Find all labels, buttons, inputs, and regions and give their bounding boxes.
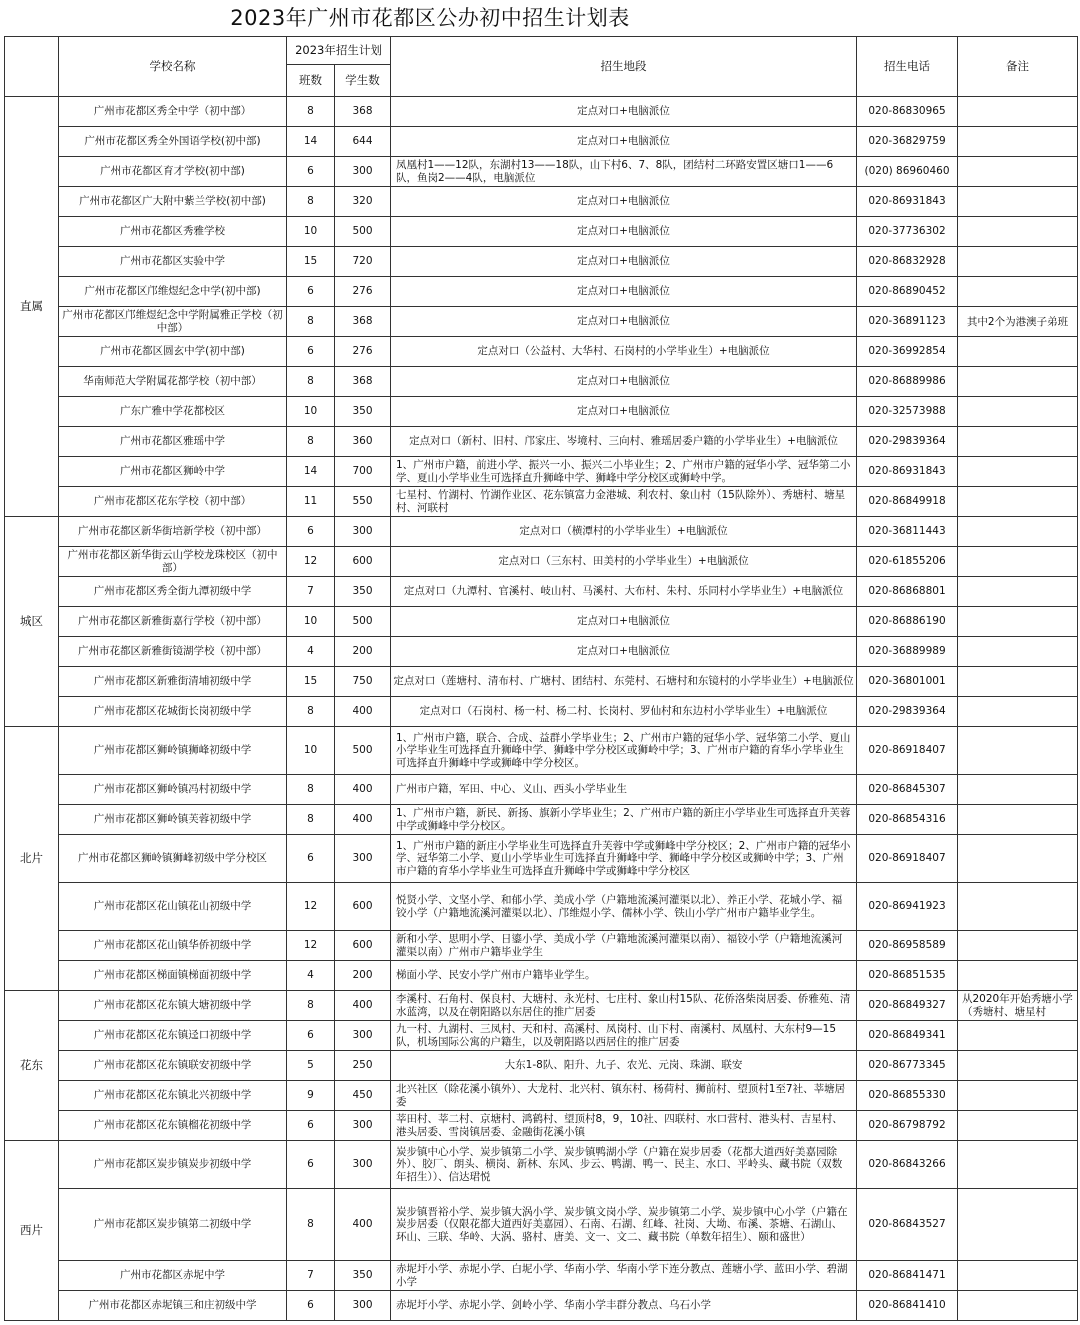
school-name-cell: 广州市花都区秀全街九潭初级中学 <box>59 577 287 607</box>
table-row <box>5 97 1078 127</box>
header-region <box>5 37 59 97</box>
enrollment-area-cell: 1、广州市户籍，联合、合成、益群小学毕业生；2、广州市户籍的冠华小学、冠华第二小学、夏山小学毕业生可选择直升狮峰中学、狮峰中学分校区或狮岭中学；3、广州市户籍的育华小学毕业生可选择直升狮峰中学或狮峰中学分校区。 <box>391 727 857 775</box>
remark-cell <box>958 187 1078 217</box>
phone-cell: 020-86931843 <box>857 457 958 487</box>
enrollment-area-cell: 定点对口（九潭村、官溪村、岐山村、马溪村、大布村、朱村、乐同村小学毕业生）+电脑派位 <box>391 577 857 607</box>
enrollment-area-cell: 定点对口+电脑派位 <box>391 217 857 247</box>
school-name-cell: 广州市花都区狮岭镇狮峰初级中学 <box>59 727 287 775</box>
class-count-cell: 4 <box>287 961 335 991</box>
remark-cell <box>958 247 1078 277</box>
remark-cell <box>958 1141 1078 1189</box>
phone-cell: 020-86886190 <box>857 607 958 637</box>
student-count-cell: 644 <box>335 127 391 157</box>
enrollment-area-cell: 新和小学、思明小学、日鎏小学、美成小学（户籍地流溪河灌渠以南）、福铰小学（户籍地流溪河灌渠以南）广州市户籍毕业学生 <box>391 931 857 961</box>
table-row <box>5 637 1078 667</box>
remark-cell <box>958 805 1078 835</box>
phone-cell: 020-86889986 <box>857 367 958 397</box>
enrollment-area-cell: 定点对口+电脑派位 <box>391 187 857 217</box>
student-count-cell: 350 <box>335 397 391 427</box>
class-count-cell: 5 <box>287 1051 335 1081</box>
table-row <box>5 127 1078 157</box>
header-plan: 2023年招生计划 <box>287 37 391 65</box>
enrollment-area-cell: 定点对口+电脑派位 <box>391 127 857 157</box>
region-cell: 花东 <box>5 991 59 1141</box>
enrollment-area-cell: 1、广州市户籍，前进小学、振兴一小、振兴二小毕业生；2、广州市户籍的冠华小学、冠华第二小学、夏山小学毕业生可选择直升狮峰中学、狮峰中学分校区或狮岭中学。 <box>391 457 857 487</box>
student-count-cell: 500 <box>335 607 391 637</box>
enrollment-area-cell: 广州市户籍，军田、中心、义山、西头小学毕业生 <box>391 775 857 805</box>
student-count-cell: 200 <box>335 637 391 667</box>
enrollment-area-cell: 定点对口（横潭村的小学毕业生）+电脑派位 <box>391 517 857 547</box>
school-name-cell: 广州市花都区花山镇华侨初级中学 <box>59 931 287 961</box>
class-count-cell: 6 <box>287 1021 335 1051</box>
phone-cell: 020-36801001 <box>857 667 958 697</box>
remark-cell <box>958 883 1078 931</box>
enrollment-area-cell: 炭步镇中心小学、炭步镇第二小学、炭步镇鸭湖小学（户籍在炭步居委（花都大道西好美嘉园除外）、胶厂、朗头、横岗、新林、东风、步云、鸭湖、鸭一、民主、水口、平岭头、藏书院（双数年招生））、信达珺悦 <box>391 1141 857 1189</box>
school-name-cell: 广州市花都区花东镇联安初级中学 <box>59 1051 287 1081</box>
school-name-cell: 广州市花都区花山镇花山初级中学 <box>59 883 287 931</box>
table-row <box>5 517 1078 547</box>
remark-cell <box>958 637 1078 667</box>
phone-cell: 020-86854316 <box>857 805 958 835</box>
header-row <box>5 37 1078 65</box>
class-count-cell: 10 <box>287 397 335 427</box>
student-count-cell: 600 <box>335 883 391 931</box>
enrollment-area-cell: 悦贤小学、文坚小学、和郁小学、美成小学（户籍地流溪河灌渠以北）、养正小学、花城小学、福铰小学（户籍地流溪河灌渠以北）、邝维煜小学、儒林小学、铁山小学广州市户籍毕业学生。 <box>391 883 857 931</box>
phone-cell: 020-86849341 <box>857 1021 958 1051</box>
remark-cell <box>958 97 1078 127</box>
school-name-cell: 广州市花都区炭步镇炭步初级中学 <box>59 1141 287 1189</box>
enrollment-area-cell: 九一村、九湖村、三凤村、天和村、高溪村、凤岗村、山下村、南溪村、凤凰村、大东村9—15队，机场国际公寓的户籍生，以及朝阳路以西居住的推广居委 <box>391 1021 857 1051</box>
phone-cell: 020-61855206 <box>857 547 958 577</box>
table-row <box>5 457 1078 487</box>
remark-cell <box>958 961 1078 991</box>
phone-cell: 020-86868801 <box>857 577 958 607</box>
table-row <box>5 727 1078 775</box>
enrollment-area-cell: 定点对口（公益村、大华村、石岗村的小学毕业生）+电脑派位 <box>391 337 857 367</box>
remark-cell <box>958 277 1078 307</box>
header-students: 学生数 <box>335 65 391 97</box>
student-count-cell: 300 <box>335 1021 391 1051</box>
remark-cell: 其中2个为港澳子弟班 <box>958 307 1078 337</box>
table-row <box>5 337 1078 367</box>
class-count-cell: 4 <box>287 637 335 667</box>
phone-cell: 020-86832928 <box>857 247 958 277</box>
school-name-cell: 广州市花都区新华街培新学校（初中部） <box>59 517 287 547</box>
student-count-cell: 700 <box>335 457 391 487</box>
school-name-cell: 广州市花都区邝维煜纪念中学(初中部) <box>59 277 287 307</box>
table-row <box>5 547 1078 577</box>
phone-cell: 020-36891123 <box>857 307 958 337</box>
student-count-cell: 720 <box>335 247 391 277</box>
enrollment-area-cell: 莘田村、莘二村、京塘村、鸿鹤村、望顶村8，9，10社、四联村、水口营村、港头村、吉星村、港头居委、雪岗镇居委、金融街花溪小镇 <box>391 1111 857 1141</box>
table-row <box>5 577 1078 607</box>
enrollment-area-cell: 定点对口+电脑派位 <box>391 397 857 427</box>
class-count-cell: 6 <box>287 337 335 367</box>
student-count-cell: 400 <box>335 805 391 835</box>
remark-cell <box>958 517 1078 547</box>
school-name-cell: 广州市花都区狮岭镇芙蓉初级中学 <box>59 805 287 835</box>
class-count-cell: 10 <box>287 607 335 637</box>
class-count-cell: 10 <box>287 727 335 775</box>
phone-cell: 020-29839364 <box>857 697 958 727</box>
school-name-cell: 广东广雅中学花都校区 <box>59 397 287 427</box>
class-count-cell: 8 <box>287 697 335 727</box>
school-name-cell: 广州市花都区狮岭中学 <box>59 457 287 487</box>
table-row <box>5 805 1078 835</box>
remark-cell <box>958 157 1078 187</box>
class-count-cell: 6 <box>287 517 335 547</box>
remark-cell <box>958 217 1078 247</box>
class-count-cell: 8 <box>287 97 335 127</box>
remark-cell <box>958 1051 1078 1081</box>
phone-cell: 020-86849918 <box>857 487 958 517</box>
region-cell: 城区 <box>5 517 59 727</box>
class-count-cell: 6 <box>287 1141 335 1189</box>
phone-cell: 020-86941923 <box>857 883 958 931</box>
phone-cell: 020-86958589 <box>857 931 958 961</box>
enrollment-area-cell: 赤坭圩小学、赤坭小学、剑岭小学、华南小学丰群分教点、乌石小学 <box>391 1291 857 1321</box>
school-name-cell: 广州市花都区花东镇迳口初级中学 <box>59 1021 287 1051</box>
header-school: 学校名称 <box>59 37 287 97</box>
region-cell: 西片 <box>5 1141 59 1321</box>
class-count-cell: 10 <box>287 217 335 247</box>
enrollment-area-cell: 定点对口+电脑派位 <box>391 367 857 397</box>
table-row <box>5 667 1078 697</box>
school-name-cell: 广州市花都区新雅街嘉行学校（初中部） <box>59 607 287 637</box>
school-name-cell: 广州市花都区邝维煜纪念中学附属雅正学校（初中部） <box>59 307 287 337</box>
enrollment-area-cell: 李溪村、石角村、保良村、大塘村、永光村、七庄村、象山村15队、花侨洛柴岗居委、侨雅苑、清水蓝湾，以及在朝阳路以东居住的推广居委 <box>391 991 857 1021</box>
student-count-cell: 276 <box>335 277 391 307</box>
table-row <box>5 1189 1078 1261</box>
class-count-cell: 8 <box>287 367 335 397</box>
table-row <box>5 157 1078 187</box>
table-row <box>5 961 1078 991</box>
remark-cell <box>958 1189 1078 1261</box>
student-count-cell: 600 <box>335 547 391 577</box>
remark-cell <box>958 1021 1078 1051</box>
student-count-cell: 250 <box>335 1051 391 1081</box>
phone-cell: 020-86918407 <box>857 835 958 883</box>
class-count-cell: 15 <box>287 667 335 697</box>
student-count-cell: 320 <box>335 187 391 217</box>
phone-cell: 020-86851535 <box>857 961 958 991</box>
enrollment-area-cell: 定点对口+电脑派位 <box>391 277 857 307</box>
student-count-cell: 360 <box>335 427 391 457</box>
class-count-cell: 12 <box>287 547 335 577</box>
table-row <box>5 487 1078 517</box>
class-count-cell: 8 <box>287 1189 335 1261</box>
remark-cell <box>958 127 1078 157</box>
enrollment-area-cell: 北兴社区（除花溪小镇外）、大龙村、北兴村、镇东村、杨荷村、狮前村、望顶村1至7社、莘塘居委 <box>391 1081 857 1111</box>
enrollment-area-cell: 定点对口+电脑派位 <box>391 307 857 337</box>
remark-cell <box>958 367 1078 397</box>
remark-cell <box>958 577 1078 607</box>
class-count-cell: 7 <box>287 1261 335 1291</box>
class-count-cell: 8 <box>287 187 335 217</box>
enrollment-area-cell: 定点对口+电脑派位 <box>391 637 857 667</box>
table-row <box>5 697 1078 727</box>
class-count-cell: 6 <box>287 1291 335 1321</box>
school-name-cell: 广州市花都区秀全外国语学校(初中部) <box>59 127 287 157</box>
phone-cell: 020-86841410 <box>857 1291 958 1321</box>
remark-cell <box>958 337 1078 367</box>
school-name-cell: 广州市花都区雅瑶中学 <box>59 427 287 457</box>
region-cell: 北片 <box>5 727 59 991</box>
table-row <box>5 775 1078 805</box>
phone-cell: 020-86830965 <box>857 97 958 127</box>
enrollment-area-cell: 1、广州市户籍的新庄小学毕业生可选择直升芙蓉中学或狮峰中学分校区；2、广州市户籍的冠华小学、冠华第二小学、夏山小学毕业生可选择直升狮峰中学、狮峰中学分校区或狮岭中学；3、广州市户籍的育华小学毕业生可选择直升狮峰中学或狮峰中学分校区 <box>391 835 857 883</box>
header-phone: 招生电话 <box>857 37 958 97</box>
table-row <box>5 427 1078 457</box>
class-count-cell: 12 <box>287 931 335 961</box>
school-name-cell: 广州市花都区花城街长岗初级中学 <box>59 697 287 727</box>
enrollment-area-cell: 定点对口（三东村、田美村的小学毕业生）+电脑派位 <box>391 547 857 577</box>
remark-cell <box>958 487 1078 517</box>
school-name-cell: 广州市花都区实验中学 <box>59 247 287 277</box>
school-name-cell: 广州市花都区狮岭镇狮峰初级中学分校区 <box>59 835 287 883</box>
student-count-cell: 276 <box>335 337 391 367</box>
school-name-cell: 广州市花都区广大附中紫兰学校(初中部) <box>59 187 287 217</box>
enrollment-area-cell: 定点对口（新村、旧村、邝家庄、岑境村、三向村、雅瑶居委户籍的小学毕业生）+电脑派位 <box>391 427 857 457</box>
school-name-cell: 广州市花都区育才学校(初中部) <box>59 157 287 187</box>
remark-cell <box>958 1081 1078 1111</box>
remark-cell <box>958 775 1078 805</box>
remark-cell <box>958 667 1078 697</box>
region-cell: 直属 <box>5 97 59 517</box>
student-count-cell: 300 <box>335 835 391 883</box>
table-row <box>5 1261 1078 1291</box>
phone-cell: 020-86843527 <box>857 1189 958 1261</box>
phone-cell: 020-86773345 <box>857 1051 958 1081</box>
table-row <box>5 991 1078 1021</box>
student-count-cell: 368 <box>335 307 391 337</box>
enrollment-area-cell: 定点对口+电脑派位 <box>391 97 857 127</box>
student-count-cell: 450 <box>335 1081 391 1111</box>
enrollment-area-cell: 七星村、竹湖村、竹湖作业区、花东镇富力金港城、利农村、象山村（15队除外）、秀塘村、塘星村、河联村 <box>391 487 857 517</box>
table-row <box>5 1051 1078 1081</box>
remark-cell <box>958 427 1078 457</box>
phone-cell: 020-36811443 <box>857 517 958 547</box>
remark-cell <box>958 1261 1078 1291</box>
phone-cell: 020-86918407 <box>857 727 958 775</box>
phone-cell: 020-36992854 <box>857 337 958 367</box>
school-name-cell: 广州市花都区狮岭镇冯村初级中学 <box>59 775 287 805</box>
school-name-cell: 广州市花都区梯面镇梯面初级中学 <box>59 961 287 991</box>
phone-cell: 020-86931843 <box>857 187 958 217</box>
student-count-cell: 300 <box>335 517 391 547</box>
table-row <box>5 367 1078 397</box>
remark-cell <box>958 727 1078 775</box>
table-row <box>5 883 1078 931</box>
remark-cell <box>958 547 1078 577</box>
phone-cell: 020-37736302 <box>857 217 958 247</box>
phone-cell: 020-86843266 <box>857 1141 958 1189</box>
class-count-cell: 9 <box>287 1081 335 1111</box>
school-name-cell: 广州市花都区秀雅学校 <box>59 217 287 247</box>
student-count-cell: 300 <box>335 1111 391 1141</box>
school-name-cell: 广州市花都区新雅街镜湖学校（初中部） <box>59 637 287 667</box>
enrollment-area-cell: 大东1-8队、阳升、九子、农光、元岗、珠湖、联安 <box>391 1051 857 1081</box>
enrollment-area-cell: 定点对口+电脑派位 <box>391 607 857 637</box>
phone-cell: 020-86855330 <box>857 1081 958 1111</box>
header-classes: 班数 <box>287 65 335 97</box>
student-count-cell: 350 <box>335 1261 391 1291</box>
class-count-cell: 6 <box>287 1111 335 1141</box>
remark-cell <box>958 397 1078 427</box>
phone-cell: 020-29839364 <box>857 427 958 457</box>
phone-cell: 020-36829759 <box>857 127 958 157</box>
table-row <box>5 217 1078 247</box>
table-row <box>5 397 1078 427</box>
student-count-cell: 400 <box>335 991 391 1021</box>
enrollment-area-cell: 定点对口+电脑派位 <box>391 247 857 277</box>
student-count-cell: 350 <box>335 577 391 607</box>
phone-cell: 020-36889989 <box>857 637 958 667</box>
enrollment-area-cell: 定点对口（莲塘村、清布村、广塘村、团结村、东莞村、石塘村和东镜村的小学毕业生）+电脑派位 <box>391 667 857 697</box>
table-row <box>5 307 1078 337</box>
enrollment-table <box>4 36 1078 1321</box>
student-count-cell: 300 <box>335 157 391 187</box>
class-count-cell: 15 <box>287 247 335 277</box>
student-count-cell: 300 <box>335 1291 391 1321</box>
student-count-cell: 368 <box>335 367 391 397</box>
enrollment-area-cell: 1、广州市户籍，新民、新扬、旗新小学毕业生；2、广州市户籍的新庄小学毕业生可选择直升芙蓉中学或狮峰中学分校区。 <box>391 805 857 835</box>
phone-cell: 020-86849327 <box>857 991 958 1021</box>
phone-cell: 020-86890452 <box>857 277 958 307</box>
class-count-cell: 14 <box>287 457 335 487</box>
table-row <box>5 277 1078 307</box>
school-name-cell: 广州市花都区花东镇大塘初级中学 <box>59 991 287 1021</box>
enrollment-area-cell: 定点对口（石岗村、杨一村、杨二村、长岗村、罗仙村和东边村小学毕业生）+电脑派位 <box>391 697 857 727</box>
student-count-cell: 500 <box>335 727 391 775</box>
table-row <box>5 1141 1078 1189</box>
class-count-cell: 8 <box>287 307 335 337</box>
student-count-cell: 550 <box>335 487 391 517</box>
remark-cell <box>958 1111 1078 1141</box>
table-row <box>5 1291 1078 1321</box>
class-count-cell: 8 <box>287 427 335 457</box>
student-count-cell: 750 <box>335 667 391 697</box>
class-count-cell: 14 <box>287 127 335 157</box>
school-name-cell: 广州市花都区新华街云山学校龙珠校区（初中部） <box>59 547 287 577</box>
table-row <box>5 1081 1078 1111</box>
remark-cell <box>958 607 1078 637</box>
student-count-cell: 300 <box>335 1141 391 1189</box>
school-name-cell: 广州市花都区赤坭镇三和庄初级中学 <box>59 1291 287 1321</box>
class-count-cell: 8 <box>287 775 335 805</box>
remark-cell <box>958 457 1078 487</box>
page-title: 2023年广州市花都区公办初中招生计划表 <box>230 6 630 30</box>
school-name-cell: 广州市花都区秀全中学（初中部） <box>59 97 287 127</box>
school-name-cell: 广州市花都区花东镇北兴初级中学 <box>59 1081 287 1111</box>
phone-cell: 020-32573988 <box>857 397 958 427</box>
table-row <box>5 247 1078 277</box>
enrollment-area-cell: 赤坭圩小学、赤坭小学、白坭小学、华南小学、华南小学下连分教点、莲塘小学、蓝田小学、碧湖小学 <box>391 1261 857 1291</box>
phone-cell: 020-86841471 <box>857 1261 958 1291</box>
school-name-cell: 广州市花都区圆玄中学(初中部) <box>59 337 287 367</box>
table-row <box>5 835 1078 883</box>
remark-cell: 从2020年开始秀塘小学（秀塘村、塘星村 <box>958 991 1078 1021</box>
header-remark: 备注 <box>958 37 1078 97</box>
student-count-cell: 400 <box>335 775 391 805</box>
table-row <box>5 607 1078 637</box>
class-count-cell: 12 <box>287 883 335 931</box>
remark-cell <box>958 931 1078 961</box>
student-count-cell: 400 <box>335 697 391 727</box>
class-count-cell: 8 <box>287 991 335 1021</box>
table-row <box>5 187 1078 217</box>
table-row <box>5 1021 1078 1051</box>
table-row <box>5 931 1078 961</box>
student-count-cell: 400 <box>335 1189 391 1261</box>
student-count-cell: 500 <box>335 217 391 247</box>
phone-cell: 020-86798792 <box>857 1111 958 1141</box>
enrollment-area-cell: 梯面小学、民安小学广州市户籍毕业学生。 <box>391 961 857 991</box>
school-name-cell: 广州市花都区新雅街清埔初级中学 <box>59 667 287 697</box>
student-count-cell: 600 <box>335 931 391 961</box>
enrollment-area-cell: 炭步镇晋裕小学、炭步镇大涡小学、炭步镇文岗小学、炭步镇第二小学、炭步镇中心小学（户籍在炭步居委（仅限花都大道西好美嘉园）、石南、石湖、红峰、社岗、大坳、布溪、茶塘、石湖山、环山、三联、华岭、大涡、骆村、唐美、文一、文二、藏书院（单数年招生）、颐和盛世） <box>391 1189 857 1261</box>
remark-cell <box>958 835 1078 883</box>
phone-cell: 020-86845307 <box>857 775 958 805</box>
header-area: 招生地段 <box>391 37 857 97</box>
school-name-cell: 华南师范大学附属花都学校（初中部） <box>59 367 287 397</box>
school-name-cell: 广州市花都区炭步镇第二初级中学 <box>59 1189 287 1261</box>
class-count-cell: 11 <box>287 487 335 517</box>
enrollment-area-cell: 凤凰村1——12队，东湖村13——18队，山下村6、7、8队，团结村二环路安置区塘口1——6队，鱼岗2——4队，电脑派位 <box>391 157 857 187</box>
class-count-cell: 7 <box>287 577 335 607</box>
class-count-cell: 8 <box>287 805 335 835</box>
class-count-cell: 6 <box>287 157 335 187</box>
school-name-cell: 广州市花都区赤坭中学 <box>59 1261 287 1291</box>
remark-cell <box>958 1291 1078 1321</box>
student-count-cell: 368 <box>335 97 391 127</box>
class-count-cell: 6 <box>287 277 335 307</box>
class-count-cell: 6 <box>287 835 335 883</box>
school-name-cell: 广州市花都区花东学校（初中部） <box>59 487 287 517</box>
remark-cell <box>958 697 1078 727</box>
student-count-cell: 200 <box>335 961 391 991</box>
table-row <box>5 1111 1078 1141</box>
school-name-cell: 广州市花都区花东镇榴花初级中学 <box>59 1111 287 1141</box>
phone-cell: (020) 86960460 <box>857 157 958 187</box>
